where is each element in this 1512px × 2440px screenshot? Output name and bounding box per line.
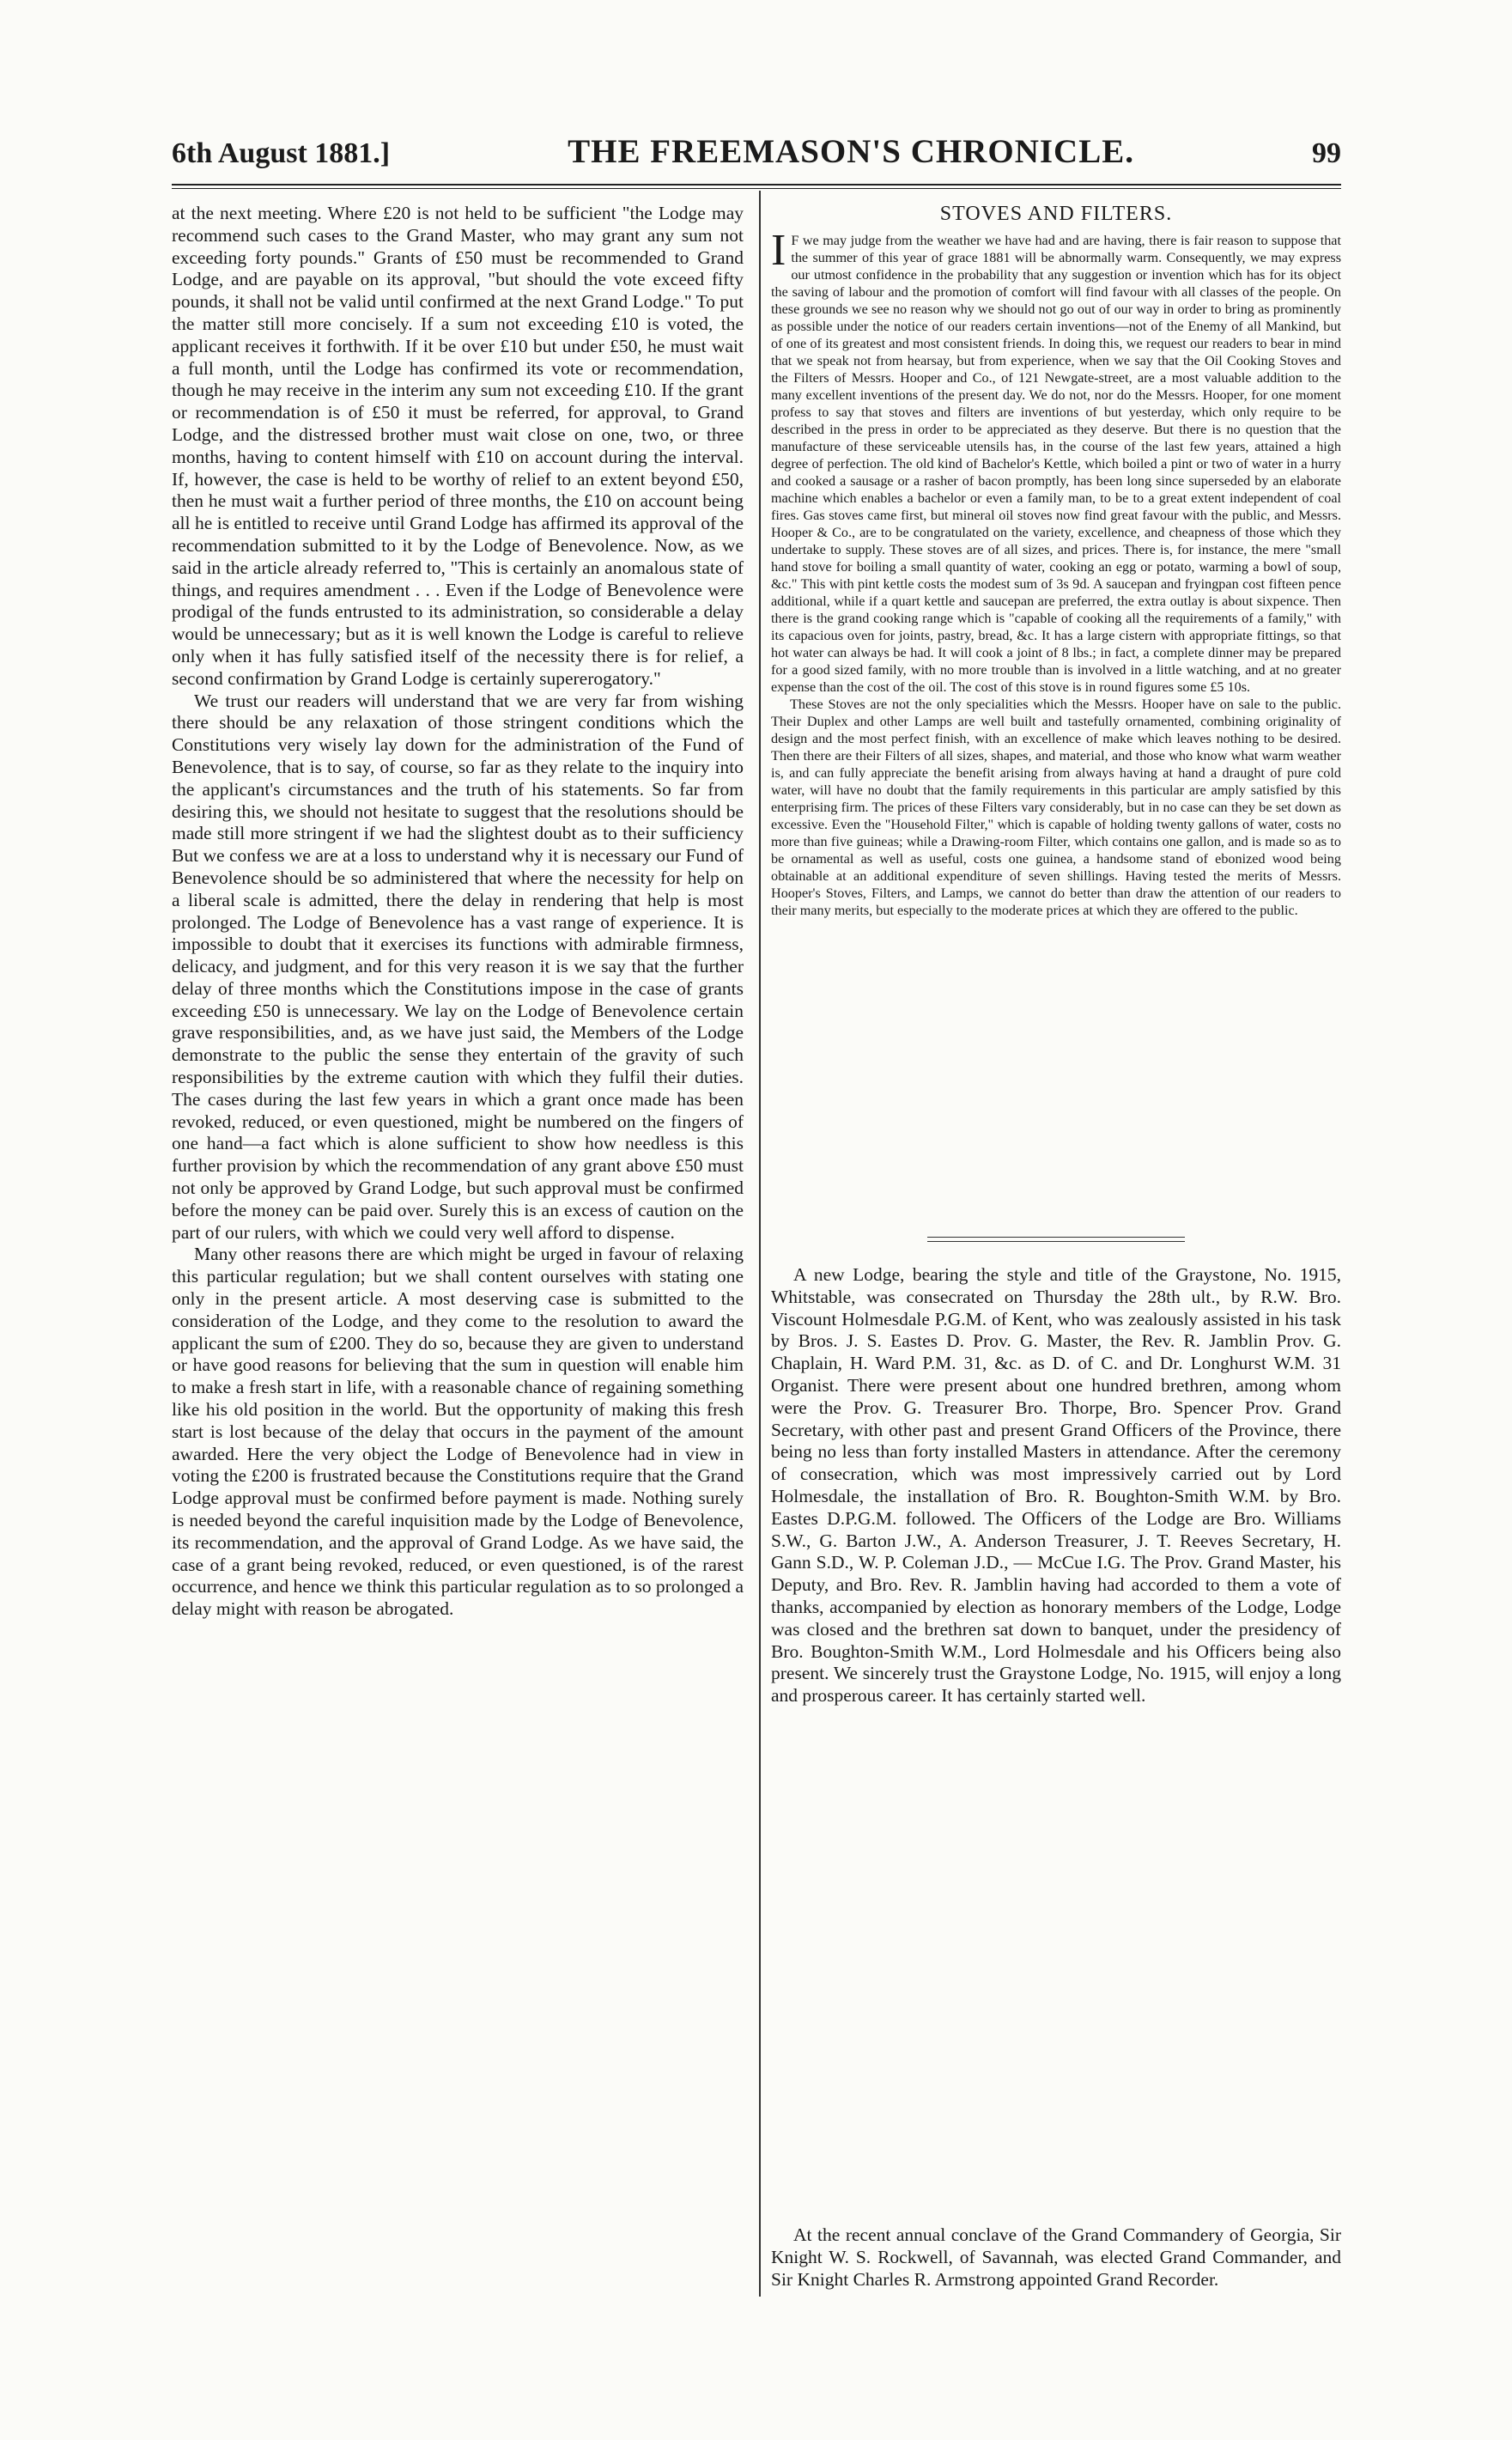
article-paragraph — [771, 226, 1341, 696]
final-paragraph: At the recent annual conclave of the Grand Commandery of Georgia, Sir Knight W. S. Rockwell, of Savannah, was elected Grand Commander, and Sir Knight Charles R. Armstrong appointed Grand Recorder. — [771, 2224, 1341, 2290]
left-paragraph: at the next meeting. Where £20 is not held to be sufficient "the Lodge may recommend such cases to the Grand Master, who may grant any sum not exceeding forty pounds." Grants of £50 must be recommended to Grand Lodge, and are payable on its approval, "but should the vote exceed fifty pounds, it shall not be valid until confirmed at the next Grand Lodge." To put the matter still more concisely. If a sum not exceeding £10 is voted, the applicant receives it forthwith. If it be over £10 but under £50, he must wait a full month, until the Lodge has confirmed its vote or recommendation, though he may receive in the interim any sum not exceeding £10. If the grant or recommendation is of £50 it must be referred, for approval, to Grand Lodge, and the distressed brother must wait close on one, two, or three months, having to content himself with £10 on account during the interval. If, however, the case is held to be worthy of relief to an extent beyond £50, then he must wait a further period of three months, the £10 on account being all he is entitled to receive until Grand Lodge has affirmed its approval of the recommendation submitted to it by the Lodge of Benevolence. Now, as we said in the article already referred to, "This is certainly an anomalous state of things, and requires amendment . . . Even if the Lodge of Benevolence were prodigal of the funds entrusted to its administration, so considerable a delay would be unnecessary; but as it is well known the Lodge is careful to relieve only when it has fully satisfied itself of the necessity there is for relief, a second confirmation by Grand Lodge is certainly supererogatory." — [172, 203, 744, 689]
article-paragraph: These Stoves are not the only specialities which the Messrs. Hooper have on sale to the public. Their Duplex and other Lamps are well built and tastefully ornamented, combining originality of design and the most perfect finish, with an excellence of make which leaves nothing to be desired. Then there are their Filters of all sizes, shapes, and material, and those who know what warm weather is, and can fully appreciate the benefit arising from always having at hand a draught of pure cold water, will have no doubt that the family requirements in this particular are amply satisfied by this enterprising firm. The prices of these Filters vary considerably, but in no case can they be set down as excessive. Even the "Household Filter," which is capable of holding twenty gallons of water, costs no more than five guineas; while a Drawing-room Filter, which contains one gallon, and is made so as to be ornamental as well as useful, costs one guinea, a handsome stand of ebonized wood being obtainable at an additional expenditure of seven shillings. Having tested the merits of Messrs. Hooper's Stoves, Filters, and Lamps, we cannot do better than draw the attention of our readers to their many merits, but especially to the moderate prices at which they are offered to the public. — [771, 697, 1341, 918]
header-rule-thin — [172, 188, 1341, 189]
georgia-commandery-note — [771, 2224, 1341, 2310]
header-rule — [172, 184, 1341, 186]
page-number: 99 — [1312, 137, 1341, 169]
publication-title: THE FREEMASON'S CHRONICLE. — [568, 133, 1134, 170]
stoves-filters-article — [771, 226, 1341, 1211]
section-separator — [927, 1237, 1185, 1238]
stoves-filters-title: STOVES AND FILTERS. — [939, 203, 1173, 225]
lodge-paragraph: A new Lodge, bearing the style and title of the Graystone, No. 1915, Whitstable, was consecrated on Thursday the 28th ult., by R.W. Bro. Viscount Holmesdale P.G.M. of Kent, who was zealously assisted in his task by Bros. J. S. Eastes D. Prov. G. Master, the Rev. R. Jamblin Prov. G. Chaplain, H. Ward P.M. 31, &c. as D. of C. and Dr. Longhurst W.M. 31 Organist. There were present about one hundred brethren, among whom were the Prov. G. Treasurer Bro. Thorpe, Bro. Spencer Prov. Grand Secretary, with other past and present Grand Officers of the Province, there being no less than forty installed Masters in attendance. After the ceremony of consecration, which was most impressively carried out by Lord Holmesdale, the installation of Bro. R. Boughton-Smith W.M. by Bro. Eastes D.P.G.M. followed. The Officers of the Lodge are Bro. Williams S.W., G. Barton J.W., A. Anderson Treasurer, J. T. Reeves Secretary, H. Gann S.D., W. P. Coleman J.D., — McCue I.G. The Prov. Grand Master, his Deputy, and Bro. Rev. R. Jamblin having had accorded to them a vote of thanks, accompanied by election as honorary members of the Lodge, Lodge was closed and the brethren sat down to banquet, under the presidency of Bro. Boughton-Smith W.M., Lord Holmesdale and his Officers being also present. We sincerely trust the Graystone Lodge, No. 1915, will enjoy a long and prosperous career. It has certainly started well. — [771, 1264, 1341, 1707]
graystone-lodge-article — [771, 1264, 1341, 1865]
left-paragraph: We trust our readers will understand that we are very far from wishing there should be any relaxation of those stringent conditions which the Constitutions very wisely lay down for the administration of the Fund of Benevolence, that is to say, of course, so far as they relate to the inquiry into the applicant's circumstances and the truth of his statements. So far from desiring this, we should not hesitate to suggest that the resolutions should be made still more stringent if we had the slightest doubt as to their sufficiency But we confess we are at a loss to understand why it is necessary our Fund of Benevolence should be so administered that where the necessity for help on a liberal scale is admitted, there the delay in rendering that help is most prolonged. The Lodge of Benevolence has a vast range of experience. It is impossible to doubt that it exercises its functions with admirable firmness, delicacy, and judgment, and for this very reason it is we say that the further delay of three months which the Constitutions impose in the case of grants exceeding £50 is unnecessary. We lay on the Lodge of Benevolence certain grave responsibilities, and, as we have just said, the Members of the Lodge demonstrate to the public the sense they entertain of the gravity of such responsibilities by the extreme caution with which they fulfil their duties. The cases during the last few years in which a grant once made has been revoked, reduced, or even questioned, might be numbered on the fingers of one hand—a fact which is alone sufficient to show how needless is this further provision by which the recommendation of any grant above £50 must not only be approved by Grand Lodge, but such approval must be confirmed before the money can be paid over. Surely this is an excess of caution on the part of our rulers, with which we could very well afford to dispense. — [172, 690, 744, 1243]
page-header — [172, 132, 1341, 175]
issue-date: 6th August 1881.] — [172, 137, 391, 169]
left-column — [172, 203, 744, 2298]
drop-cap: I — [771, 226, 786, 275]
section-separator-thin — [927, 1241, 1185, 1242]
left-paragraph: Many other reasons there are which might be urged in favour of relaxing this particular regulation; but we shall content ourselves with stating one only in the present article. A most deserving case is submitted to the consideration of the Lodge, and they come to the resolution to award the applicant the sum of £200. They do so, because they are given to understand or have good reasons for believing that the sum in question will enable him to make a fresh start in life, with a reasonable chance of regaining something like his old position in the world. But the opportunity of making this fresh start is lost because of the delay that occurs in the payment of the amount awarded. Here the very object the Lodge of Benevolence had in view in voting the £200 is frustrated because the Constitutions require that the Grand Lodge approval must be confirmed before payment is made. Nothing surely is needed beyond the careful inquisition made by the Lodge of Benevolence, its recommendation, and the approval of Grand Lodge. As we have said, the case of a grant being revoked, reduced, or even questioned, is of the rarest occurrence, and hence we think this particular regulation as to so prolonged a delay might with reason be abrogated. — [172, 1244, 744, 1620]
column-divider — [759, 191, 761, 2297]
article-paragraph-text: F we may judge from the weather we have had and are having, there is fair reason to suppose that the summer of this year of grace 1881 will be abnormally warm. Consequently, we may express our utmost confidence in the probability that any suggestion or invention which has for its object the saving of labour and the promotion of comfort will find favour with all classes of the people. On these grounds we see no reason why we should not go out of our way in order to bring as prominently as possible under the notice of our readers certain inventions—not of the Enemy of all Mankind, but of one of its greatest and most consistent friends. In doing this, we request our readers to bear in mind that we speak not from hearsay, but from experience, when we say that the Oil Cooking Stoves and the Filters of Messrs. Hooper and Co., of 121 Newgate-street, are a most valuable addition to the many excellent inventions of the present day. We do not, nor do the Messrs. Hooper, for one moment profess to say that stoves and filters are inventions of but yesterday, which only require to be described in the press in order to be appreciated as they deserve. But there is no question that the manufacture of these serviceable utensils has, in the course of the last few years, attained a high degree of perfection. The old kind of Bachelor's Kettle, which boiled a pint or two of water in a hurry and cooked a sausage or a rasher of bacon promptly, has been long since superseded by an elaborate machine which enables a bachelor or even a family man, to be to a great extent independent of coal fires. Gas stoves came first, but mineral oil stoves now find great favour with the public, and Messrs. Hooper & Co., are to be congratulated on the variety, excellence, and cheapness of those which they undertake to supply. These stoves are of all sizes, and prices. There is, for instance, the mere "small hand stove for boiling a small quantity of water, cooking an egg or potato, warming a bowl of soup, &c." This with pint kettle costs the modest sum of 3s 9d. A saucepan and fryingpan cost fifteen pence additional, while if a quart kettle and saucepan are preferred, the extra outlay is about sixpence. Then there is the grand cooking range which is "capable of cooking all the requirements of a family," with its capacious oven for joints, pastry, bread, &c. It has a large cistern with appropriate fittings, so that hot water can always be had. It will cook a joint of 8 lbs.; in fact, a complete dinner may be prepared for a good sized family, with no more trouble than is involved in a little watching, and at no greater expense than the cost of the oil. The cost of this stove is in round figures some £5 10s. — [771, 233, 1341, 695]
